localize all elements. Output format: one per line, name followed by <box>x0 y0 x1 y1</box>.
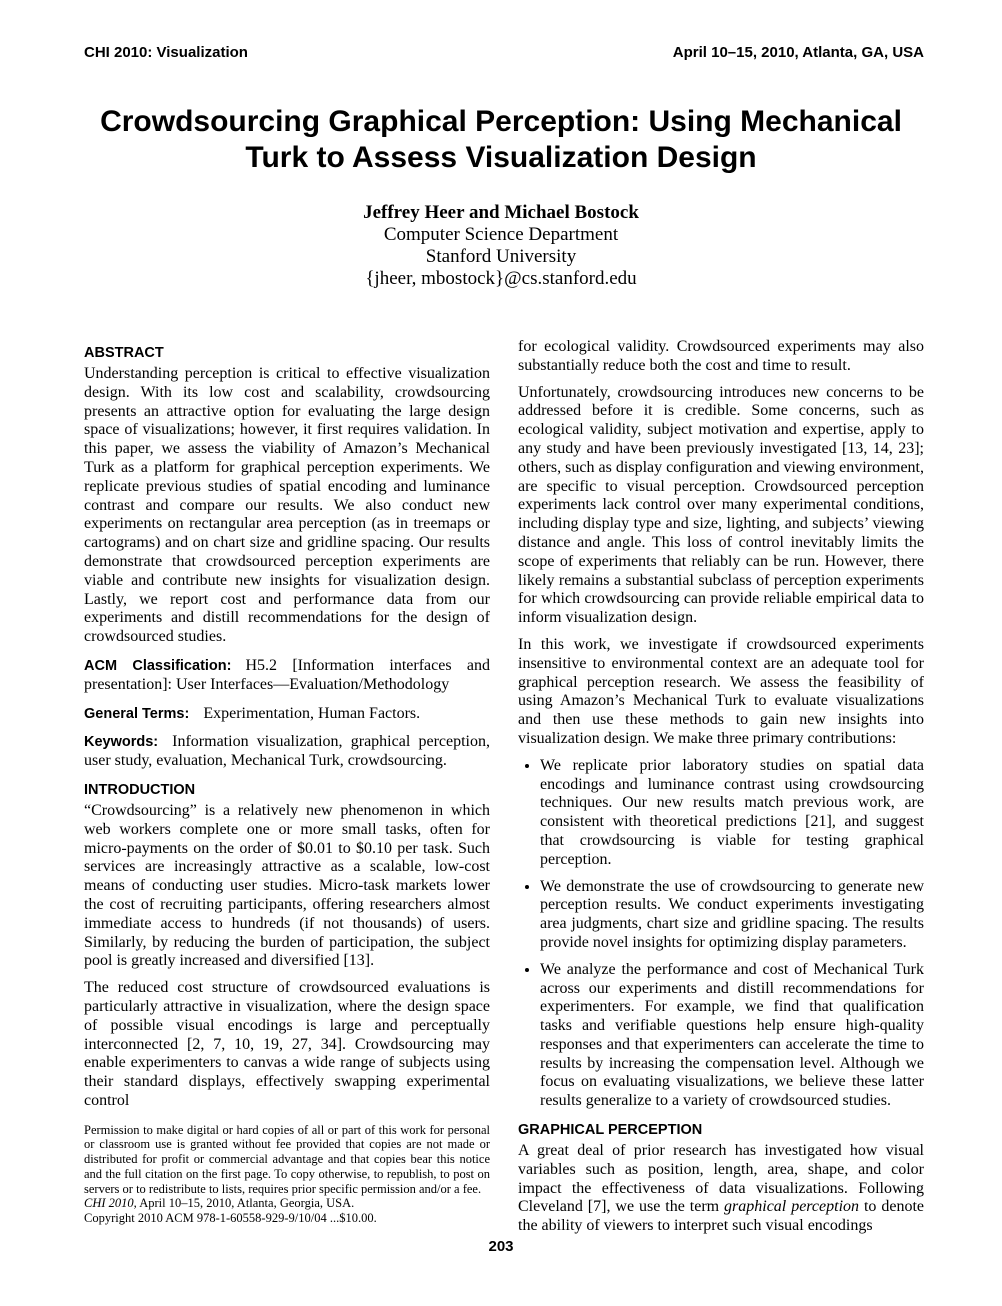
paper-title <box>0 104 1002 176</box>
acm-classification <box>84 657 490 695</box>
general-terms <box>84 705 490 724</box>
keywords-text: Information visualization, graphical perception, user study, evaluation, Mechanical Turk, crowdsourcing. <box>84 733 490 770</box>
abstract-paragraph: Understanding perception is critical to effective visualization design. With its low cost and scalability, crowdsourcing presents an attractive option for evaluating the large design space of visualizations; however, it first requires validation. In this paper, we assess the viability of Amazon’s Mechanical Turk as a platform for graphical perception experiments. We replicate previous studies of spatial encoding and luminance contrast and compare our results. We also conduct new experiments on rectangular area perception (as in treemaps or cartograms) and on chart size and gridline spacing. Our results demonstrate that crowdsourced perception experiments are viable and contribute new insights for visualization design. Lastly, we report cost and performance data from our experiments and distill recommendations for the design of crowdsourced studies. <box>84 365 490 646</box>
footnote-permission: Permission to make digital or hard copies of all or part of this work for personal or classroom use is granted without fee provided that copies are not made or distributed for profit or commercial advantage and that copies bear this notice and the full citation on the first page. To copy otherwise, to republish, to post on servers or to redistribute to lists, requires prior specific permission and/or a fee. <box>84 1122 490 1196</box>
concerns-paragraph: Unfortunately, crowdsourcing introduces new concerns to be addressed before it is credible. Some concerns, such as ecological validity, subject motivation and expertise, apply to any study and have been previously investigated [13, 14, 23]; others, such as display configuration and viewing environment, are specific to visual perception. Crowdsourced perception experiments lack control over many experimental conditions, including display type and size, lighting, and subjects’ viewing distance and angle. This loss of control inevitably limits the scope of experiments that reliably can be run. However, there likely remains a substantial subclass of perception experiments for which crowdsourcing can provide reliable empirical data to inform visualization design. <box>518 383 924 627</box>
author-university: Stanford University <box>425 246 577 267</box>
left-column <box>84 338 490 1244</box>
contribution-item-3: • We analyze the performance and cost of Mechanical Turk across our experiments and distill recommendations for experimenters. For example, we find that qualification tasks and verifiable questions help ensure high-quality responses and that experimenters can accelerate the time to results by increasing the compensation level. Although we focus on evaluating visualizations, we believe these latter results generalize to a variety of crowdsourced studies. <box>540 961 924 1111</box>
right-column <box>518 338 924 1244</box>
author-email: {jheer, mbostock}@cs.stanford.edu <box>365 268 637 289</box>
introduction-heading: INTRODUCTION <box>84 781 196 798</box>
contribution-item-1: • We replicate prior laboratory studies on spatial data encodings and luminance contrast using crowdsourcing techniques. Our new results match previous work, are consistent with theoretical predictions [21], and suggest that crowdsourcing is viable for testing graphical perception. <box>540 757 924 870</box>
two-column-body <box>84 338 924 1244</box>
introduction-paragraph-1: “Crowdsourcing” is a relatively new phenomenon in which web workers complete one or more small tasks, often for micro-payments on the order of $0.01 to $0.10 per task. Such services are increasingly attractive as a scalable, low-cost means of conducting user studies. Micro-task markets lower the cost of recruiting participants, offering researchers almost immediate access to hundreds (if not thousands) of users. Similarly, by reducing the burden of participation, the subject pool is greatly increased and diversified [13]. <box>84 801 490 970</box>
general-terms-label: General Terms: <box>84 705 190 722</box>
running-header <box>84 44 924 61</box>
contribution-item-2: • We demonstrate the use of crowdsourcing to generate new perception results. We conduct experiments investigating area judgments, chart size and gridline spacing. The results provide novel insights for optimizing display parameters. <box>540 878 924 953</box>
footnote-venue-name: CHI 2010, <box>84 1196 137 1211</box>
paper-title-line1: Crowdsourcing Graphical Perception: Using Mechanical <box>100 105 902 138</box>
introduction-paragraph-2: The reduced cost structure of crowdsourced evaluations is particularly attractive in visualization, where the design space of possible visual encodings is large and perceptually interconnected [2, 7, 10, 19, 27, 34]. Crowdsourcing may enable experimenters to canvas a wide range of subjects using their standard displays, effectively swapping experimental control <box>84 979 490 1109</box>
gp-term-italic: graphical perception <box>724 1198 860 1216</box>
author-names: Jeffrey Heer and Michael Bostock <box>363 202 639 223</box>
header-date-location: April 10–15, 2010, Atlanta, GA, USA <box>672 44 924 61</box>
footnote-venue <box>84 1196 490 1211</box>
footnote-copyright: Copyright 2010 ACM 978-1-60558-929-9/10/04 ...$10.00. <box>84 1210 377 1225</box>
contributions-list <box>518 757 924 1111</box>
graphical-perception-paragraph <box>518 1142 924 1236</box>
footnote-venue-rest: April 10–15, 2010, Atlanta, Georgia, USA. <box>136 1196 355 1211</box>
graphical-perception-heading: GRAPHICAL PERCEPTION <box>518 1122 703 1139</box>
continued-paragraph: for ecological validity. Crowdsourced experiments may also substantially reduce both the cost and time to result. <box>518 338 924 374</box>
keywords <box>84 733 490 771</box>
gp-text-after: to denote the ability of viewers to interpret such visual encodings <box>518 1198 925 1235</box>
header-conference: CHI 2010: Visualization <box>84 44 248 61</box>
general-terms-text: Experimentation, Human Factors. <box>203 704 421 722</box>
author-department: Computer Science Department <box>383 224 619 245</box>
acm-classification-text: H5.2 [Information interfaces and presentation]: User Interfaces—Evaluation/Methodology <box>84 656 490 693</box>
contributions-intro-paragraph: In this work, we investigate if crowdsourced experiments insensitive to environmental context are an adequate tool for graphical perception research. We assess the feasibility of using Amazon’s Mechanical Turk to evaluate visualizations and then use these methods to gain new insights into visualization design. We make three primary contributions: <box>518 635 924 747</box>
paper-title-line2: Turk to Assess Visualization Design <box>245 141 757 174</box>
abstract-heading: ABSTRACT <box>84 345 164 361</box>
author-block <box>0 202 1002 290</box>
gp-text-before: A great deal of prior research has investigated how visual variables such as position, length, area, shape, and color impact the effectiveness of data visualizations. Following Cleveland [7], we use the term <box>518 1142 924 1216</box>
acm-classification-label: ACM Classification: <box>84 657 232 674</box>
page-number: 203 <box>488 1238 514 1255</box>
keywords-label: Keywords: <box>84 734 159 751</box>
copyright-footnote <box>84 1123 490 1226</box>
